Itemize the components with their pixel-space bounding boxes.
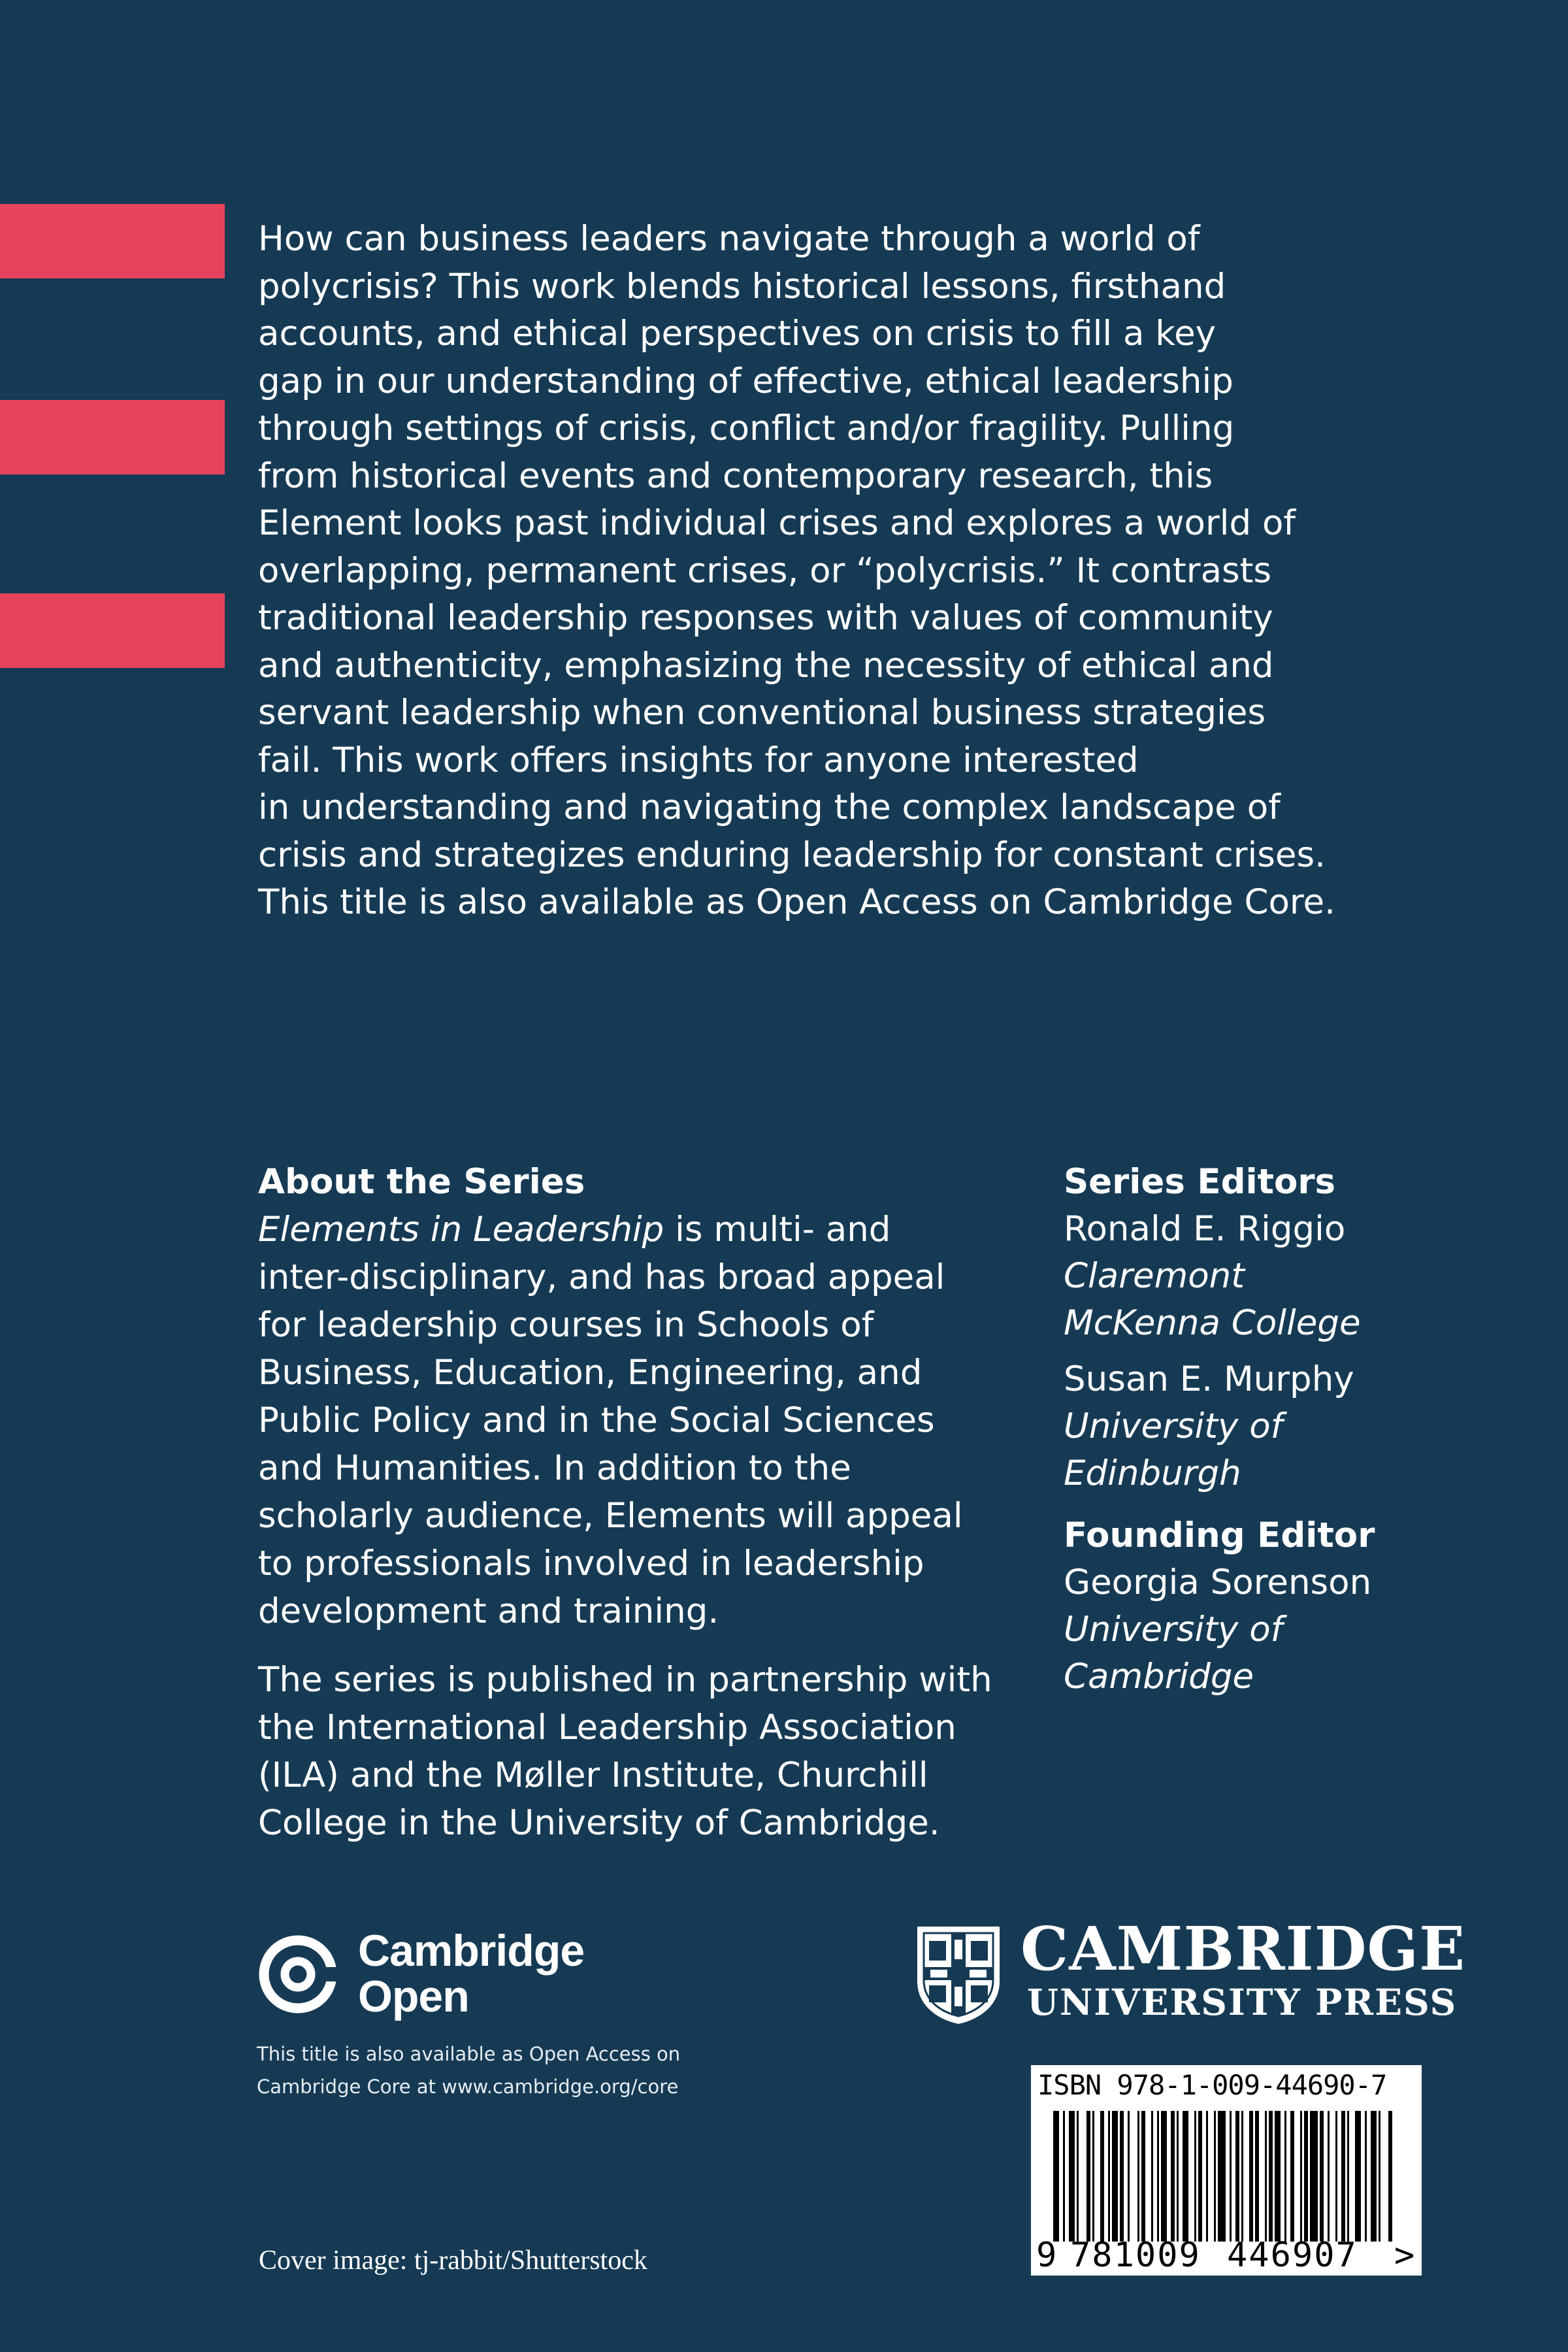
barcode-bar bbox=[1183, 2111, 1188, 2242]
accent-stripe-1 bbox=[0, 204, 225, 278]
isbn-barcode bbox=[1031, 2065, 1422, 2276]
editor-affiliation: University of bbox=[1064, 1610, 1283, 1649]
editor-name: Ronald E. Riggio bbox=[1064, 1209, 1346, 1249]
founding-editor-entry bbox=[1064, 1559, 1534, 1700]
editor-affiliation: Cambridge bbox=[1064, 1657, 1254, 1697]
cambridge-open-logo bbox=[257, 1928, 623, 2039]
barcode-bar bbox=[1053, 2111, 1059, 2242]
accent-stripe-3 bbox=[0, 593, 225, 668]
barcode-bar bbox=[1206, 2111, 1208, 2242]
isbn-label: ISBN 978-1-009-44690-7 bbox=[1037, 2069, 1387, 2101]
partnership-line: The series is published in partnership with bbox=[258, 1660, 992, 1700]
barcode-bar bbox=[1063, 2111, 1065, 2242]
cambridge-open-line2: Open bbox=[358, 1972, 469, 2021]
barcode-bar bbox=[1365, 2111, 1367, 2242]
about-line: Public Policy and in the Social Sciences bbox=[258, 1400, 935, 1440]
barcode-bars bbox=[1053, 2111, 1393, 2242]
barcode-bar bbox=[1290, 2111, 1294, 2242]
blurb-line: polycrisis? This work blends historical lessons, firsthand bbox=[258, 266, 1226, 306]
partnership-line: (ILA) and the Møller Institute, Churchill bbox=[258, 1755, 928, 1795]
accent-stripe-2 bbox=[0, 400, 225, 474]
about-line: to professionals involved in leadership bbox=[258, 1544, 924, 1583]
barcode-bar bbox=[1069, 2111, 1075, 2242]
blurb-line: in understanding and navigating the complex landscape of bbox=[258, 787, 1281, 827]
barcode-bar bbox=[1137, 2111, 1139, 2242]
barcode-bar bbox=[1141, 2111, 1145, 2242]
barcode-bar bbox=[1157, 2111, 1159, 2242]
barcode-bar bbox=[1230, 2111, 1232, 2242]
barcode-bar bbox=[1177, 2111, 1179, 2242]
about-line: Business, Education, Engineering, and bbox=[258, 1353, 923, 1393]
blurb-line: traditional leadership responses with values of community bbox=[258, 598, 1273, 638]
barcode-bar bbox=[1241, 2111, 1243, 2242]
blurb-line: How can business leaders navigate through a world of bbox=[258, 219, 1200, 259]
barcode-bar bbox=[1161, 2111, 1167, 2242]
barcode-arrow: > bbox=[1394, 2236, 1416, 2275]
blurb-line: This title is also available as Open Access on Cambridge Core. bbox=[258, 882, 1335, 922]
editor-name: Georgia Sorenson bbox=[1064, 1563, 1372, 1602]
editor-affiliation: Claremont bbox=[1064, 1256, 1245, 1296]
about-line-rest: is multi- and bbox=[664, 1210, 891, 1250]
barcode-bar bbox=[1092, 2111, 1094, 2242]
blurb-line: Element looks past individual crises and explores a world of bbox=[258, 503, 1296, 543]
series-editors bbox=[1064, 1158, 1534, 1700]
barcode-bar bbox=[1371, 2111, 1377, 2242]
blurb-line: servant leadership when conventional business strategies bbox=[258, 693, 1266, 733]
barcode-bar bbox=[1255, 2111, 1259, 2242]
barcode-digit-first: 9 bbox=[1036, 2236, 1058, 2275]
about-heading: About the Series bbox=[258, 1162, 585, 1202]
barcode-bar bbox=[1198, 2111, 1202, 2242]
blurb-line: gap in our understanding of effective, ethical leadership bbox=[258, 361, 1233, 401]
barcode-bar bbox=[1108, 2111, 1110, 2242]
barcode-bar bbox=[1171, 2111, 1175, 2242]
barcode-bar bbox=[1341, 2111, 1345, 2242]
barcode-bar bbox=[1304, 2111, 1308, 2242]
cambridge-open-icon bbox=[257, 1933, 339, 2015]
book-description bbox=[258, 216, 1421, 927]
barcode-bar bbox=[1355, 2111, 1361, 2242]
about-line: scholarly audience, Elements will appeal bbox=[258, 1496, 963, 1536]
barcode-bar bbox=[1235, 2111, 1239, 2242]
barcode-bar bbox=[1275, 2111, 1281, 2242]
open-access-note-line: Cambridge Core at www.cambridge.org/core bbox=[257, 2076, 679, 2098]
barcode-digits-left: 781009 bbox=[1070, 2236, 1201, 2275]
publisher-press: UNIVERSITY PRESS bbox=[1027, 1981, 1458, 2023]
editor-affiliation: McKenna College bbox=[1064, 1303, 1361, 1343]
about-the-series bbox=[258, 1158, 1029, 1847]
barcode-bar bbox=[1120, 2111, 1124, 2242]
barcode-bar bbox=[1328, 2111, 1330, 2242]
about-line: and Humanities. In addition to the bbox=[258, 1448, 851, 1488]
open-access-note bbox=[257, 2038, 753, 2103]
open-access-note-line: This title is also available as Open Access on bbox=[257, 2043, 681, 2065]
barcode-digits-right: 446907 bbox=[1227, 2236, 1358, 2275]
editor-entry bbox=[1064, 1206, 1534, 1347]
barcode-bar bbox=[1218, 2111, 1226, 2242]
about-line: development and training. bbox=[258, 1591, 719, 1631]
barcode-bar bbox=[1151, 2111, 1153, 2242]
blurb-line: overlapping, permanent crises, or “polycrisis.” It contrasts bbox=[258, 550, 1272, 591]
series-title: Elements in Leadership bbox=[258, 1210, 664, 1250]
barcode-bar bbox=[1284, 2111, 1286, 2242]
barcode-bar bbox=[1379, 2111, 1380, 2242]
cambridge-open-wordmark bbox=[358, 1928, 584, 2019]
cambridge-open-line1: Cambridge bbox=[358, 1926, 585, 1976]
blurb-line: fail. This work offers insights for anyone interested bbox=[258, 740, 1139, 780]
series-editors-heading: Series Editors bbox=[1064, 1162, 1336, 1202]
partnership-line: the International Leadership Association bbox=[258, 1708, 956, 1747]
barcode-bar bbox=[1269, 2111, 1273, 2242]
partnership-line: College in the University of Cambridge. bbox=[258, 1803, 940, 1843]
blurb-line: through settings of crisis, conflict and/or fragility. Pulling bbox=[258, 408, 1235, 448]
blurb-line: from historical events and contemporary research, this bbox=[258, 455, 1213, 496]
barcode-bar bbox=[1265, 2111, 1267, 2242]
barcode-bar bbox=[1194, 2111, 1196, 2242]
barcode-bar bbox=[1310, 2111, 1318, 2242]
blurb-line: accounts, and ethical perspectives on crisis to fill a key bbox=[258, 314, 1217, 354]
barcode-bar bbox=[1249, 2111, 1253, 2242]
founding-editor-heading: Founding Editor bbox=[1064, 1516, 1375, 1555]
barcode-bar bbox=[1320, 2111, 1324, 2242]
publisher-name: CAMBRIDGE bbox=[1021, 1913, 1466, 1984]
about-line bbox=[258, 1206, 1029, 1253]
barcode-bar bbox=[1077, 2111, 1079, 2242]
barcode-bar bbox=[1388, 2111, 1392, 2242]
barcode-bar bbox=[1128, 2111, 1130, 2242]
editor-name: Susan E. Murphy bbox=[1064, 1359, 1354, 1399]
editor-entry bbox=[1064, 1356, 1534, 1497]
barcode-bar bbox=[1086, 2111, 1090, 2242]
barcode-bar bbox=[1300, 2111, 1302, 2242]
blurb-line: and authenticity, emphasizing the necessity of ethical and bbox=[258, 645, 1274, 686]
cover-image-credit: Cover image: tj-rabbit/Shutterstock bbox=[259, 2245, 647, 2276]
barcode-bar bbox=[1100, 2111, 1104, 2242]
editor-affiliation: University of bbox=[1064, 1406, 1283, 1446]
about-line: inter-disciplinary, and has broad appeal bbox=[258, 1257, 945, 1297]
barcode-bar bbox=[1112, 2111, 1118, 2242]
barcode-bar bbox=[1335, 2111, 1337, 2242]
university-shield-icon bbox=[915, 1924, 1002, 2026]
about-line: for leadership courses in Schools of bbox=[258, 1305, 874, 1345]
blurb-line: crisis and strategizes enduring leadership for constant crises. bbox=[258, 835, 1326, 875]
editor-affiliation: Edinburgh bbox=[1064, 1453, 1241, 1493]
barcode-bar bbox=[1347, 2111, 1349, 2242]
barcode-bar bbox=[1214, 2111, 1216, 2242]
